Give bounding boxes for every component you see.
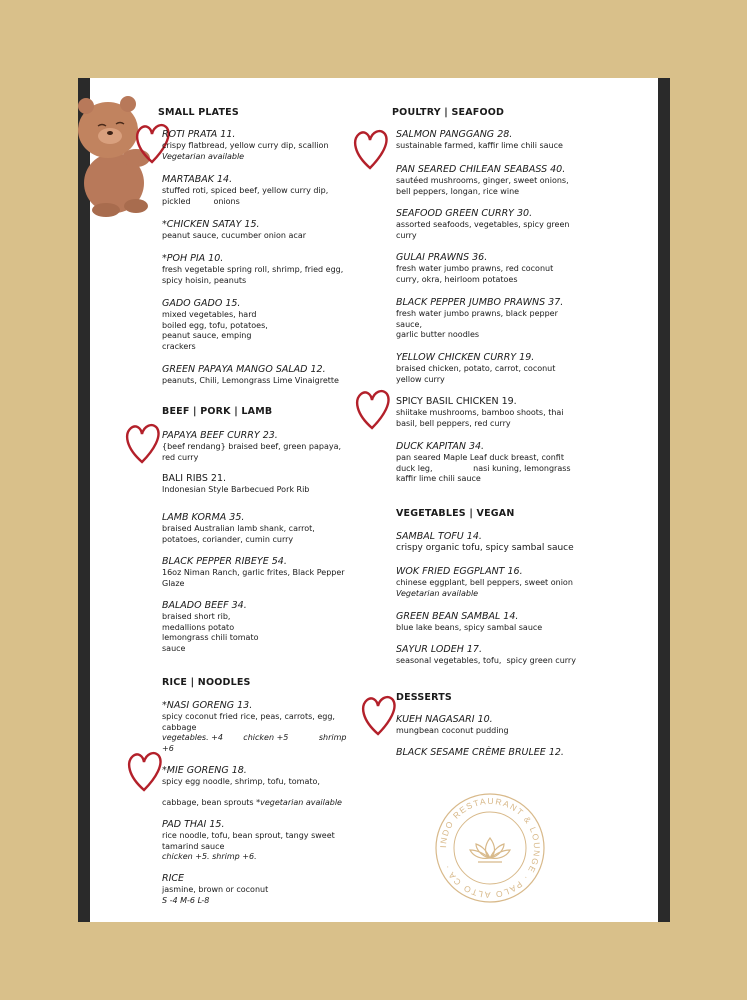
item-title: SPICY BASIL CHICKEN 19. xyxy=(396,396,517,407)
section-vegetables-vegan: VEGETABLES | VEGAN xyxy=(396,508,515,519)
item-desc: crispy flatbread, yellow curry dip, scallion xyxy=(162,141,329,150)
item-note: Vegetarian available xyxy=(162,151,245,161)
item-note: S -4 M-6 L-8 xyxy=(162,895,210,905)
item-desc: mixed vegetables, hard boiled egg, tofu, potatoes, peanut sauce, emping crackers xyxy=(162,310,268,351)
item-desc: peanut sauce, cucumber onion acar xyxy=(162,231,307,240)
item-desc: sustainable farmed, kaffir lime chili sauce xyxy=(396,141,563,150)
item-title: GREEN PAPAYA MANGO SALAD 12. xyxy=(162,364,326,375)
menu-item xyxy=(396,252,596,285)
item-title: BLACK PEPPER RIBEYE 54. xyxy=(162,556,287,567)
item-desc: stuffed roti, spiced beef, yellow curry dip, pickled onions xyxy=(162,186,329,206)
item-title: *MIE GORENG 18. xyxy=(162,765,247,776)
menu-item xyxy=(162,765,362,809)
item-title: LAMB KORMA 35. xyxy=(162,512,245,523)
menu-item xyxy=(396,531,596,554)
item-desc: fresh water jumbo prawns, red coconut curry, okra, heirloom potatoes xyxy=(396,264,554,284)
item-title: SEAFOOD GREEN CURRY 30. xyxy=(396,208,533,219)
item-desc: braised chicken, potato, carrot, coconut yellow curry xyxy=(396,364,556,384)
item-title: *POH PIA 10. xyxy=(162,253,224,264)
item-title: KUEH NAGASARI 10. xyxy=(396,714,493,725)
menu-item xyxy=(396,566,596,599)
heart-doodle-icon xyxy=(358,690,398,740)
item-note: Vegetarian available xyxy=(396,588,479,598)
item-desc: mungbean coconut pudding xyxy=(396,726,509,735)
menu-item xyxy=(162,174,362,207)
heart-doodle-icon xyxy=(352,384,392,434)
item-title: PAPAYA BEEF CURRY 23. xyxy=(162,430,278,441)
item-desc: seasonal vegetables, tofu, spicy green curry xyxy=(396,656,576,665)
item-title: YELLOW CHICKEN CURRY 19. xyxy=(396,352,535,363)
menu-item xyxy=(396,611,596,634)
item-desc: Indonesian Style Barbecued Pork Rib xyxy=(162,485,310,494)
section-small-plates: SMALL PLATES xyxy=(158,107,239,118)
item-desc: braised short rib, medallions potato lemongrass chili tomato sauce xyxy=(162,612,259,653)
item-desc: peanuts, Chili, Lemongrass Lime Vinaigrette xyxy=(162,376,339,385)
heart-doodle-icon xyxy=(122,418,162,468)
menu-item xyxy=(162,364,362,387)
menu-item xyxy=(162,473,362,496)
item-title: PAN SEARED CHILEAN SEABASS 40. xyxy=(396,164,566,175)
menu-item xyxy=(396,208,596,241)
menu-item xyxy=(162,556,362,589)
menu-item xyxy=(162,873,362,906)
item-desc: blue lake beans, spicy sambal sauce xyxy=(396,623,543,632)
menu-item xyxy=(162,600,362,654)
item-note: chicken +5. shrimp +6. xyxy=(162,852,257,861)
menu-item xyxy=(162,298,362,352)
section-poultry-seafood: POULTRY | SEAFOOD xyxy=(392,107,505,118)
right-border-bar xyxy=(658,78,670,922)
menu-item xyxy=(162,512,362,545)
item-desc: rice noodle, tofu, bean sprout, tangy sweet tamarind sauce xyxy=(162,831,335,851)
item-title: SALMON PANGGANG 28. xyxy=(396,129,513,140)
item-title: BALI RIBS 21. xyxy=(162,473,227,484)
item-desc: braised Australian lamb shank, carrot, potatoes, coriander, cumin curry xyxy=(162,524,315,544)
item-title: PAD THAI 15. xyxy=(162,819,225,830)
item-title: RICE xyxy=(162,873,185,884)
item-desc: spicy egg noodle, shrimp, tofu, tomato, cabbage, bean sprouts xyxy=(162,777,320,807)
item-desc: jasmine, brown or coconut xyxy=(162,885,269,894)
item-title: *NASI GORENG 13. xyxy=(162,700,253,711)
item-title: ROTI PRATA 11. xyxy=(162,129,236,140)
item-title: BALADO BEEF 34. xyxy=(162,600,247,611)
section-rice-noodles: RICE | NOODLES xyxy=(162,677,251,688)
menu-item xyxy=(162,129,362,162)
item-desc: fresh vegetable spring roll, shrimp, fried egg, spicy hoisin, peanuts xyxy=(162,265,344,285)
item-title: GADO GADO 15. xyxy=(162,298,241,309)
item-title: SAMBAL TOFU 14. xyxy=(396,531,482,542)
menu-item xyxy=(396,396,596,429)
item-desc: crispy organic tofu, spicy sambal sauce xyxy=(396,543,574,553)
item-desc: chinese eggplant, bell peppers, sweet onion xyxy=(396,578,573,587)
menu-item xyxy=(162,819,362,863)
menu-item xyxy=(162,700,362,754)
menu-item xyxy=(396,644,596,667)
menu-item xyxy=(162,219,362,242)
item-title: GULAI PRAWNS 36. xyxy=(396,252,488,263)
item-desc: assorted seafoods, vegetables, spicy green curry xyxy=(396,220,570,240)
menu-item xyxy=(396,164,596,197)
section-beef-pork-lamb: BEEF | PORK | LAMB xyxy=(162,406,273,417)
item-title: DUCK KAPITAN 34. xyxy=(396,441,485,452)
item-title: *CHICKEN SATAY 15. xyxy=(162,219,260,230)
heart-doodle-icon xyxy=(124,746,164,796)
item-desc: {beef rendang} braised beef, green papaya, red curry xyxy=(162,442,342,462)
item-note: vegetables. +4 chicken +5 shrimp +6 xyxy=(162,733,347,753)
item-title: MARTABAK 14. xyxy=(162,174,233,185)
item-title: SAYUR LODEH 17. xyxy=(396,644,482,655)
menu-item xyxy=(396,714,596,737)
item-desc: shiitake mushrooms, bamboo shoots, thai basil, bell peppers, red curry xyxy=(396,408,564,428)
item-title: WOK FRIED EGGPLANT 16. xyxy=(396,566,523,577)
svg-text:INDO RESTAURANT & LOUNGE · PAL: INDO RESTAURANT & LOUNGE · PALO ALTO CA · xyxy=(437,795,543,901)
item-title: BLACK PEPPER JUMBO PRAWNS 37. xyxy=(396,297,564,308)
menu-item xyxy=(396,352,596,385)
item-note: *vegetarian available xyxy=(256,798,342,807)
item-desc: sautéed mushrooms, ginger, sweet onions, bell peppers, longan, rice wine xyxy=(396,176,569,196)
menu-item xyxy=(162,253,362,286)
menu-page xyxy=(78,78,670,922)
section-desserts: DESSERTS xyxy=(396,692,452,703)
item-desc: 16oz Niman Ranch, garlic frites, Black Pepper Glaze xyxy=(162,568,345,588)
item-desc: spicy coconut fried rice, peas, carrots, egg, cabbage xyxy=(162,712,335,732)
menu-item xyxy=(396,297,596,341)
restaurant-logo-seal xyxy=(434,792,546,904)
item-desc: pan seared Maple Leaf duck breast, confit duck leg, nasi kuning, lemongrass kaffir lime chili sauce xyxy=(396,453,571,483)
menu-item xyxy=(396,747,596,759)
menu-item xyxy=(396,441,596,485)
item-desc: fresh water jumbo prawns, black pepper sauce, garlic butter noodles xyxy=(396,309,558,339)
item-title: GREEN BEAN SAMBAL 14. xyxy=(396,611,519,622)
menu-item xyxy=(396,129,596,152)
item-title: BLACK SESAME CRÈME BRULEE 12. xyxy=(396,747,564,758)
menu-item xyxy=(162,430,362,463)
